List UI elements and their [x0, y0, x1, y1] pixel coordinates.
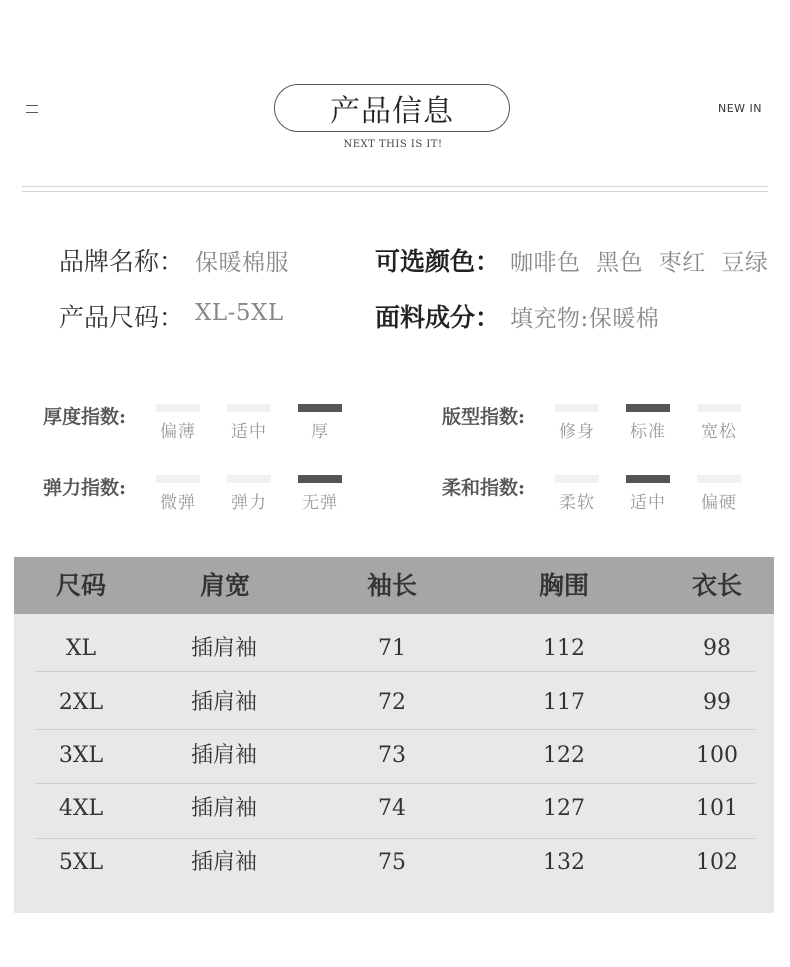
color-value: 咖啡色 黑色 枣红 豆绿 [510, 250, 769, 276]
index-bar [227, 404, 271, 412]
color-label: 可选颜色： [375, 247, 501, 276]
index-bar [697, 404, 741, 412]
row-divider [35, 671, 755, 672]
index-bar-selected [298, 475, 342, 483]
option-label: 厚 [311, 422, 329, 442]
fit-option [697, 404, 741, 442]
brand-value: 保暖棉服 [195, 250, 289, 276]
cell-shoulder: 插肩袖 [190, 743, 257, 768]
thickness-option [156, 404, 200, 442]
option-label: 微弹 [160, 493, 196, 513]
cell-length: 98 [703, 636, 731, 661]
cell-length: 101 [696, 796, 738, 821]
divider-bottom [22, 191, 768, 192]
cell-length: 99 [703, 690, 731, 715]
thickness-option [227, 404, 271, 442]
cell-shoulder: 插肩袖 [190, 850, 257, 875]
softness-option [626, 475, 670, 513]
divider-top [22, 186, 768, 187]
new-in-link[interactable]: NEW IN [717, 102, 763, 115]
index-bar [697, 475, 741, 483]
option-label: 标准 [630, 422, 666, 442]
brand-label: 品牌名称： [59, 247, 185, 276]
cell-size: XL [65, 636, 97, 661]
fit-option [555, 404, 599, 442]
softness-option [697, 475, 741, 513]
cell-chest: 117 [543, 690, 585, 715]
cell-chest: 132 [543, 850, 585, 875]
elasticity-option [227, 475, 271, 513]
fit-option [626, 404, 670, 442]
menu-icon[interactable] [26, 104, 38, 114]
page-subtitle: NEXT THIS IS IT! [343, 139, 443, 150]
header-length: 衣长 [691, 571, 742, 600]
cell-chest: 112 [543, 636, 585, 661]
elasticity-option [156, 475, 200, 513]
index-bar-selected [626, 404, 670, 412]
option-label: 无弹 [302, 493, 338, 513]
cell-sleeve: 74 [378, 796, 406, 821]
softness-option [555, 475, 599, 513]
cell-shoulder: 插肩袖 [190, 690, 257, 715]
index-bar [156, 475, 200, 483]
cell-size: 3XL [58, 743, 104, 768]
cell-shoulder: 插肩袖 [190, 636, 257, 661]
softness-index-label: 柔和指数: [442, 477, 526, 499]
cell-chest: 127 [543, 796, 585, 821]
cell-chest: 122 [543, 743, 585, 768]
thickness-index-label: 厚度指数: [43, 406, 127, 428]
option-label: 适中 [630, 493, 666, 513]
cell-length: 102 [696, 850, 738, 875]
page-title: 产品信息 [274, 84, 510, 132]
cell-shoulder: 插肩袖 [190, 796, 257, 821]
header-size: 尺码 [55, 571, 106, 600]
material-label: 面料成分： [375, 303, 501, 332]
index-bar [555, 404, 599, 412]
cell-size: 4XL [58, 796, 104, 821]
index-bar-selected [298, 404, 342, 412]
option-label: 偏薄 [160, 422, 196, 442]
header-sleeve: 袖长 [366, 571, 417, 600]
thickness-option [298, 404, 342, 442]
index-bar [156, 404, 200, 412]
cell-sleeve: 71 [378, 636, 406, 661]
cell-size: 2XL [58, 690, 104, 715]
elasticity-index-label: 弹力指数: [43, 477, 127, 499]
header-chest: 胸围 [538, 571, 589, 600]
index-bar [555, 475, 599, 483]
option-label: 偏硬 [701, 493, 737, 513]
option-label: 宽松 [701, 422, 737, 442]
size-value: XL-5XL [195, 300, 284, 326]
cell-sleeve: 73 [378, 743, 406, 768]
option-label: 柔软 [559, 493, 595, 513]
header-shoulder: 肩宽 [199, 571, 250, 600]
cell-sleeve: 75 [378, 850, 406, 875]
index-bar [227, 475, 271, 483]
material-value: 填充物:保暖棉 [510, 306, 660, 332]
option-label: 弹力 [231, 493, 267, 513]
option-label: 修身 [559, 422, 595, 442]
cell-sleeve: 72 [378, 690, 406, 715]
option-label: 适中 [231, 422, 267, 442]
index-bar-selected [626, 475, 670, 483]
fit-index-label: 版型指数: [442, 406, 526, 428]
cell-length: 100 [696, 743, 738, 768]
size-label: 产品尺码： [59, 303, 185, 332]
cell-size: 5XL [58, 850, 104, 875]
elasticity-option [298, 475, 342, 513]
